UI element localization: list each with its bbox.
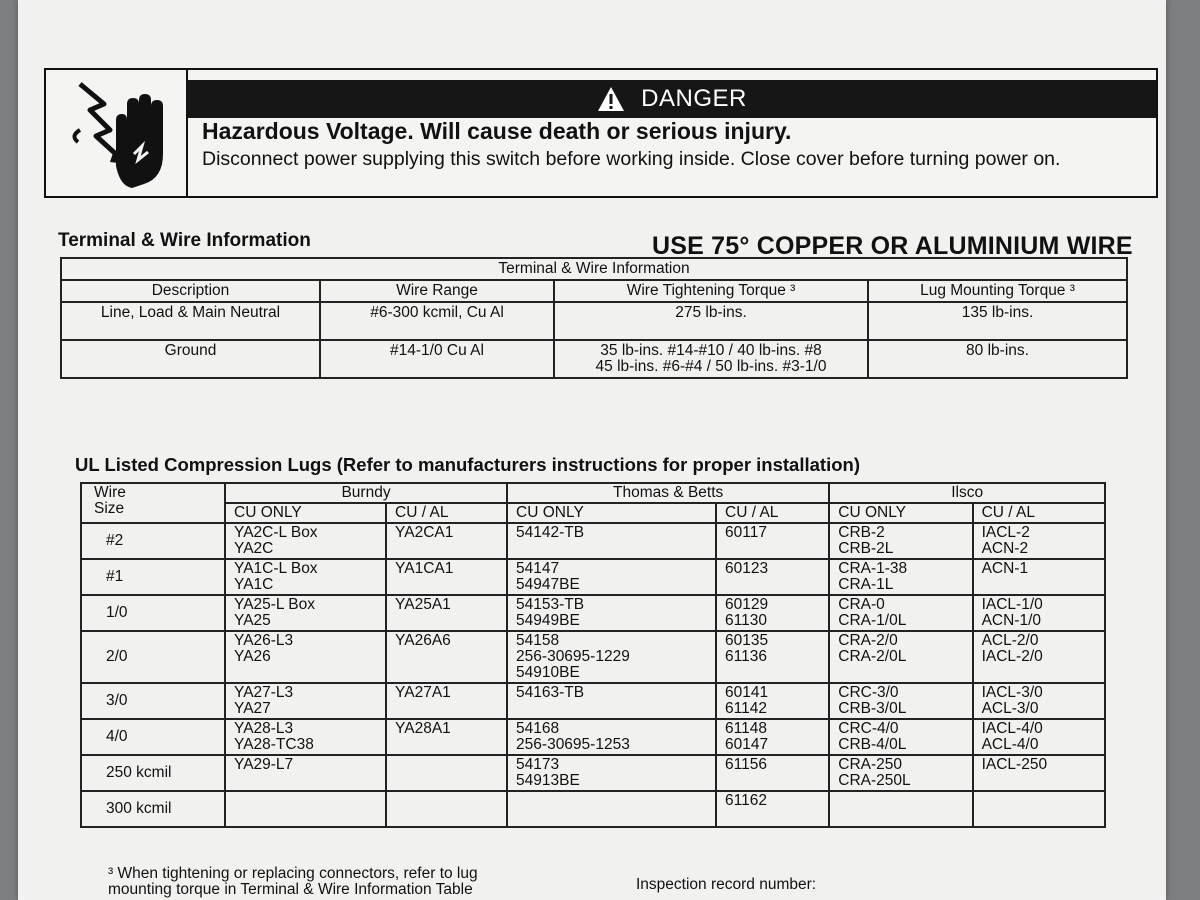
material-subheader: CU / AL <box>386 503 507 523</box>
disconnect-instruction: Disconnect power supplying this switch before working inside. Close cover before turning power on. <box>202 148 1061 170</box>
material-subheader: CU / AL <box>973 503 1105 523</box>
lug-part-cell: 60129 61130 <box>716 595 829 631</box>
inspection-record-label: Inspection record number: <box>636 876 817 893</box>
lug-part-cell: IACL-3/0 ACL-3/0 <box>973 683 1105 719</box>
wire-size-cell: 300 kcmil <box>81 791 225 827</box>
lug-part-cell: CRC-4/0 CRB-4/0L <box>829 719 972 755</box>
lug-part-cell: YA1CA1 <box>386 559 507 595</box>
lug-part-cell <box>386 791 507 827</box>
table-cell: #6-300 kcmil, Cu Al <box>320 302 554 340</box>
lug-part-cell: YA26A6 <box>386 631 507 683</box>
lug-part-cell <box>507 791 716 827</box>
lug-part-cell: IACL-1/0 ACN-1/0 <box>973 595 1105 631</box>
lug-part-cell: YA2C-L Box YA2C <box>225 523 386 559</box>
lug-part-cell: YA2CA1 <box>386 523 507 559</box>
lug-part-cell: 54163-TB <box>507 683 716 719</box>
lug-part-cell: ACL-2/0 IACL-2/0 <box>973 631 1105 683</box>
wire-size-cell: 1/0 <box>81 595 225 631</box>
material-subheader: CU ONLY <box>829 503 972 523</box>
lug-part-cell: YA28A1 <box>386 719 507 755</box>
lug-part-cell: 61162 <box>716 791 829 827</box>
terminal-section-title: Terminal & Wire Information <box>58 230 311 251</box>
table-row <box>81 719 1105 755</box>
table-cell: 35 lb-ins. #14-#10 / 40 lb-ins. #8 45 lb-ins. #6-#4 / 50 lb-ins. #3-1/0 <box>554 340 868 378</box>
lug-part-cell: 54158 256-30695-1229 54910BE <box>507 631 716 683</box>
table-row <box>81 523 1105 559</box>
lug-part-cell: 54147 54947BE <box>507 559 716 595</box>
lug-part-cell: YA25-L Box YA25 <box>225 595 386 631</box>
table-cell: 275 lb-ins. <box>554 302 868 340</box>
material-subheader: CU ONLY <box>225 503 386 523</box>
material-subheader: CU / AL <box>716 503 829 523</box>
table-row <box>81 755 1105 791</box>
wire-size-cell: #1 <box>81 559 225 595</box>
manufacturer-header: Burndy <box>225 483 507 503</box>
lug-part-cell: IACL-250 <box>973 755 1105 791</box>
table-row <box>81 683 1105 719</box>
lug-part-cell: 60123 <box>716 559 829 595</box>
wire-type-note: USE 75° COPPER OR ALUMINIUM WIRE <box>652 232 1133 260</box>
wire-size-cell: 4/0 <box>81 719 225 755</box>
terminal-header-description: Description <box>61 280 320 302</box>
manufacturer-header: Ilsco <box>829 483 1105 503</box>
terminal-header-tightening-torque: Wire Tightening Torque ³ <box>554 280 868 302</box>
lug-part-cell: IACL-2 ACN-2 <box>973 523 1105 559</box>
lug-part-cell: IACL-4/0 ACL-4/0 <box>973 719 1105 755</box>
lug-part-cell: ACN-1 <box>973 559 1105 595</box>
wire-size-cell: 3/0 <box>81 683 225 719</box>
lug-part-cell: 61156 <box>716 755 829 791</box>
table-row <box>81 791 1105 827</box>
manufacturer-header: Thomas & Betts <box>507 483 829 503</box>
lug-part-cell: YA28-L3 YA28-TC38 <box>225 719 386 755</box>
lug-part-cell: YA26-L3 YA26 <box>225 631 386 683</box>
lug-part-cell: 60135 61136 <box>716 631 829 683</box>
danger-box <box>44 68 1158 198</box>
wire-size-cell: 250 kcmil <box>81 755 225 791</box>
lug-part-cell: 54153-TB 54949BE <box>507 595 716 631</box>
terminal-table-caption: Terminal & Wire Information <box>61 258 1127 280</box>
lug-part-cell <box>225 791 386 827</box>
lug-part-cell: 60141 61142 <box>716 683 829 719</box>
electric-shock-icon <box>46 70 188 196</box>
warning-triangle-icon <box>597 85 625 113</box>
lug-part-cell: YA25A1 <box>386 595 507 631</box>
danger-banner-text: DANGER <box>641 85 747 112</box>
lug-part-cell: 60117 <box>716 523 829 559</box>
lug-part-cell: 54173 54913BE <box>507 755 716 791</box>
terminal-header-lug-torque: Lug Mounting Torque ³ <box>868 280 1127 302</box>
lug-part-cell: 61148 60147 <box>716 719 829 755</box>
table-cell: 80 lb-ins. <box>868 340 1127 378</box>
lug-part-cell: YA29-L7 <box>225 755 386 791</box>
lug-part-cell: CRA-250 CRA-250L <box>829 755 972 791</box>
footnote: ³ When tightening or replacing connectors, refer to lug mounting torque in Terminal & Wire Information Table <box>108 865 478 898</box>
table-cell: Line, Load & Main Neutral <box>61 302 320 340</box>
compression-lugs-table <box>80 482 1106 828</box>
table-row <box>81 595 1105 631</box>
table-cell: #14-1/0 Cu Al <box>320 340 554 378</box>
lug-part-cell: CRA-1-38 CRA-1L <box>829 559 972 595</box>
table-cell: Ground <box>61 340 320 378</box>
lugs-subheader-row <box>81 503 1105 523</box>
lug-part-cell <box>386 755 507 791</box>
lug-part-cell: YA1C-L Box YA1C <box>225 559 386 595</box>
wire-size-cell: 2/0 <box>81 631 225 683</box>
terminal-header-wire-range: Wire Range <box>320 280 554 302</box>
terminal-wire-table <box>60 257 1128 379</box>
lug-part-cell: CRB-2 CRB-2L <box>829 523 972 559</box>
lug-part-cell: CRA-2/0 CRA-2/0L <box>829 631 972 683</box>
hazard-statement: Hazardous Voltage. Will cause death or serious injury. <box>202 118 792 144</box>
wire-size-header: Wire Size <box>81 483 225 523</box>
lug-part-cell: 54168 256-30695-1253 <box>507 719 716 755</box>
table-row <box>81 559 1105 595</box>
lug-part-cell: YA27A1 <box>386 683 507 719</box>
lug-part-cell <box>829 791 972 827</box>
lug-part-cell: 54142-TB <box>507 523 716 559</box>
warning-label <box>18 0 1166 900</box>
table-cell: 135 lb-ins. <box>868 302 1127 340</box>
lug-part-cell <box>973 791 1105 827</box>
danger-banner <box>188 80 1156 118</box>
wire-size-cell: #2 <box>81 523 225 559</box>
table-row <box>81 631 1105 683</box>
lugs-section-title: UL Listed Compression Lugs (Refer to manufacturers instructions for proper installation) <box>75 454 860 475</box>
material-subheader: CU ONLY <box>507 503 716 523</box>
lug-part-cell: CRC-3/0 CRB-3/0L <box>829 683 972 719</box>
lug-part-cell: YA27-L3 YA27 <box>225 683 386 719</box>
lug-part-cell: CRA-0 CRA-1/0L <box>829 595 972 631</box>
lugs-header-row <box>81 483 1105 503</box>
